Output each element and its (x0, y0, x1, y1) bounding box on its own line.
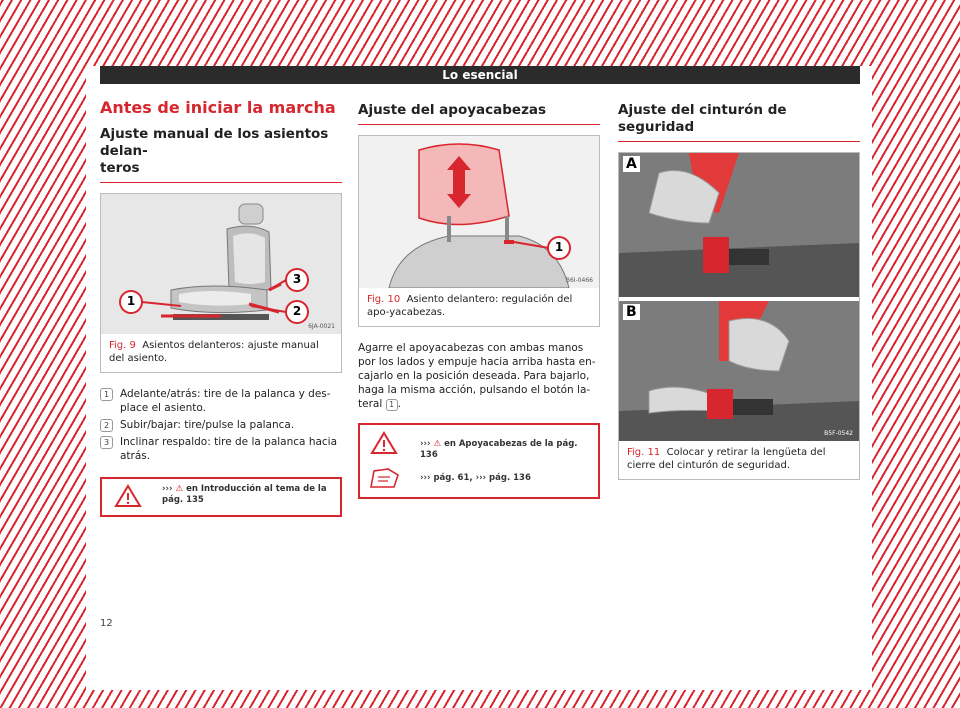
figure-code: 6JA-0021 (308, 323, 335, 330)
body-line: cajarlo en la posición deseada. Para bajarlo, (358, 370, 590, 382)
figure-code: B5F-0542 (824, 430, 853, 437)
warning-text: en Introducción al tema de la (186, 484, 327, 494)
figure-9 (100, 193, 342, 373)
section-title: Ajuste del cinturón de seguridad (618, 102, 787, 135)
caption-text: Colocar y retirar la lengüeta del cierre del cinturón de seguridad. (627, 447, 826, 471)
headrest-drawing (359, 136, 599, 288)
panel-label-b: B (623, 304, 640, 320)
figure-caption (101, 334, 341, 372)
callout-badge: 1 (386, 399, 398, 411)
warning-text: pág. 135 (162, 495, 204, 505)
arrow-marker: ››› (162, 484, 173, 494)
seat-drawing (101, 194, 341, 334)
steps-list (100, 387, 342, 463)
body-line: teral 1 . (358, 398, 401, 410)
step-number: 3 (100, 436, 113, 449)
arrow-marker: ››› (420, 439, 431, 449)
warning-reference[interactable] (420, 439, 598, 461)
figure-label: Fig. 11 (627, 447, 661, 458)
body-line: por los lados y empuje hacia arriba hasta en- (358, 356, 596, 368)
warning-box (100, 477, 342, 517)
chapter-title: Antes de iniciar la marcha (100, 98, 336, 117)
warning-box (358, 423, 600, 499)
step-number: 1 (100, 388, 113, 401)
warning-icon (114, 484, 142, 508)
subtitle-block (100, 126, 342, 183)
callout-1: 1 (126, 294, 136, 308)
body-text: teral (358, 398, 383, 410)
step-text: place el asiento. (120, 402, 206, 414)
seatbelt-drawing-a (619, 153, 859, 297)
column-seat-adjust (100, 92, 342, 517)
figure-10 (358, 135, 600, 327)
step-text: atrás. (120, 450, 151, 462)
warning-icon (370, 431, 398, 455)
subtitle-line: Ajuste manual de los asientos delan- (100, 126, 329, 159)
headrest-instructions (358, 341, 600, 411)
seatbelt-title-block (618, 102, 860, 142)
headrest-illustration (359, 136, 599, 288)
body-line: Agarre el apoyacabezas con ambas manos (358, 342, 584, 354)
warning-reference[interactable] (162, 484, 327, 506)
step-text: Subir/bajar: tire/pulse la palanca. (120, 419, 295, 431)
small-warning-icon: ⚠ (175, 484, 184, 494)
step-text: Adelante/atrás: tire de la palanca y des- (120, 388, 331, 400)
page-number: 12 (100, 618, 113, 629)
note-icon (368, 465, 402, 491)
step-item (100, 435, 342, 463)
figure-label: Fig. 9 (109, 340, 136, 351)
body-line: haga la misma acción, pulsando el botón la- (358, 384, 591, 396)
step-item (100, 387, 342, 415)
callout-1: 1 (554, 240, 564, 254)
column-seatbelt (618, 92, 860, 480)
page-reference[interactable]: ››› pág. 61, ››› pág. 136 (420, 473, 531, 483)
figure-11 (618, 152, 860, 480)
caption-text: Asiento delantero: regulación del apo-yacabezas. (367, 294, 573, 318)
seatbelt-drawing-b (619, 301, 859, 441)
subtitle-line: teros (100, 160, 140, 176)
column-headrest (358, 92, 600, 499)
small-warning-icon: ⚠ (433, 439, 442, 449)
seatbelt-panel-b (619, 301, 859, 441)
figure-label: Fig. 10 (367, 294, 401, 305)
panel-label-a: A (623, 156, 640, 172)
seatbelt-panel-a (619, 153, 859, 297)
section-header: Lo esencial (100, 66, 860, 84)
seat-illustration (101, 194, 341, 334)
step-number: 2 (100, 419, 113, 432)
figure-caption (619, 441, 859, 479)
callout-2: 2 (292, 304, 302, 318)
callout-3: 3 (292, 272, 302, 286)
step-item (100, 418, 342, 432)
step-text: Inclinar respaldo: tire de la palanca hacia (120, 436, 338, 448)
section-title: Ajuste del apoyacabezas (358, 102, 547, 118)
headrest-title-block (358, 102, 600, 125)
figure-caption (359, 288, 599, 326)
figure-code: B6I-0466 (565, 277, 593, 284)
caption-text: Asientos delanteros: ajuste manual del asiento. (109, 340, 319, 364)
warning-text: en Apoyacabezas de la pág. 136 (420, 439, 578, 460)
